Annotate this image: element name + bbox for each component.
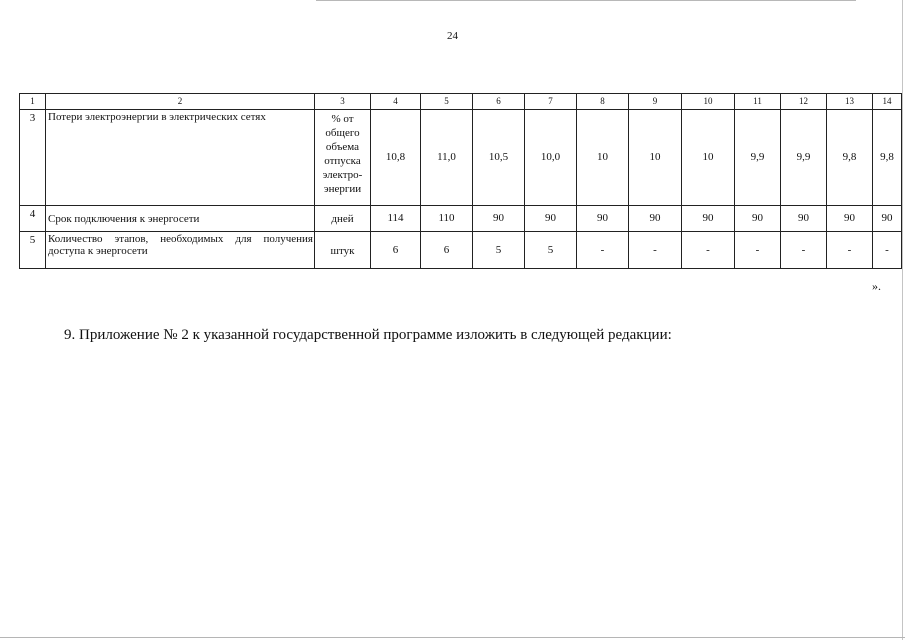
closing-quote: ». bbox=[872, 279, 881, 293]
value-cell: 10 bbox=[629, 110, 682, 206]
unit-cell: дней bbox=[315, 206, 371, 232]
header-cell: 1 bbox=[20, 94, 46, 110]
value-cell: 90 bbox=[577, 206, 629, 232]
indicator-name: Потери электроэнергии в электрических сетях bbox=[46, 110, 315, 206]
value-cell: 90 bbox=[473, 206, 525, 232]
value-cell: 9,9 bbox=[781, 110, 827, 206]
value-cell: - bbox=[629, 232, 682, 269]
indicator-name: Количество этапов, необходимых для получения доступа к энергосети bbox=[46, 232, 315, 269]
value-cell: 11,0 bbox=[421, 110, 473, 206]
value-cell: 9,9 bbox=[735, 110, 781, 206]
value-cell: - bbox=[682, 232, 735, 269]
row-number: 4 bbox=[20, 206, 46, 232]
value-cell: 90 bbox=[781, 206, 827, 232]
header-cell: 11 bbox=[735, 94, 781, 110]
value-cell: - bbox=[577, 232, 629, 269]
row-number: 3 bbox=[20, 110, 46, 206]
value-cell: 10,5 bbox=[473, 110, 525, 206]
value-cell: - bbox=[873, 232, 902, 269]
table-row-connection-time bbox=[20, 206, 902, 232]
value-cell: 10,0 bbox=[525, 110, 577, 206]
value-cell: 110 bbox=[421, 206, 473, 232]
value-cell: - bbox=[735, 232, 781, 269]
value-cell: 90 bbox=[629, 206, 682, 232]
scan-edge-top bbox=[316, 0, 856, 1]
header-cell: 6 bbox=[473, 94, 525, 110]
unit-cell: % от общего объема отпуска электро-энергии bbox=[315, 110, 371, 206]
value-cell: 9,8 bbox=[873, 110, 902, 206]
header-cell: 3 bbox=[315, 94, 371, 110]
header-cell: 14 bbox=[873, 94, 902, 110]
header-cell: 4 bbox=[371, 94, 421, 110]
header-cell: 12 bbox=[781, 94, 827, 110]
page-number: 24 bbox=[447, 30, 458, 42]
value-cell: 9,8 bbox=[827, 110, 873, 206]
value-cell: 5 bbox=[473, 232, 525, 269]
scan-edge-right bbox=[902, 0, 903, 640]
unit-cell: штук bbox=[315, 232, 371, 269]
value-cell: 90 bbox=[682, 206, 735, 232]
value-cell: 90 bbox=[525, 206, 577, 232]
value-cell: 10 bbox=[577, 110, 629, 206]
header-cell: 9 bbox=[629, 94, 682, 110]
table-row-connection-stages bbox=[20, 232, 902, 269]
value-cell: 5 bbox=[525, 232, 577, 269]
header-cell: 5 bbox=[421, 94, 473, 110]
table-row-power-losses bbox=[20, 110, 902, 206]
header-cell: 7 bbox=[525, 94, 577, 110]
value-cell: 10,8 bbox=[371, 110, 421, 206]
header-cell: 2 bbox=[46, 94, 315, 110]
row-number: 5 bbox=[20, 232, 46, 269]
amendment-paragraph: 9. Приложение № 2 к указанной государственной программе изложить в следующей редакции: bbox=[64, 327, 672, 343]
header-cell: 10 bbox=[682, 94, 735, 110]
value-cell: 6 bbox=[371, 232, 421, 269]
scan-edge-bottom bbox=[0, 637, 905, 638]
table-header-row bbox=[20, 94, 902, 110]
value-cell: - bbox=[827, 232, 873, 269]
value-cell: 90 bbox=[827, 206, 873, 232]
indicators-table bbox=[19, 93, 902, 269]
header-cell: 13 bbox=[827, 94, 873, 110]
value-cell: 90 bbox=[735, 206, 781, 232]
value-cell: - bbox=[781, 232, 827, 269]
value-cell: 114 bbox=[371, 206, 421, 232]
value-cell: 10 bbox=[682, 110, 735, 206]
indicator-name: Срок подключения к энергосети bbox=[46, 206, 315, 232]
value-cell: 6 bbox=[421, 232, 473, 269]
header-cell: 8 bbox=[577, 94, 629, 110]
value-cell: 90 bbox=[873, 206, 902, 232]
